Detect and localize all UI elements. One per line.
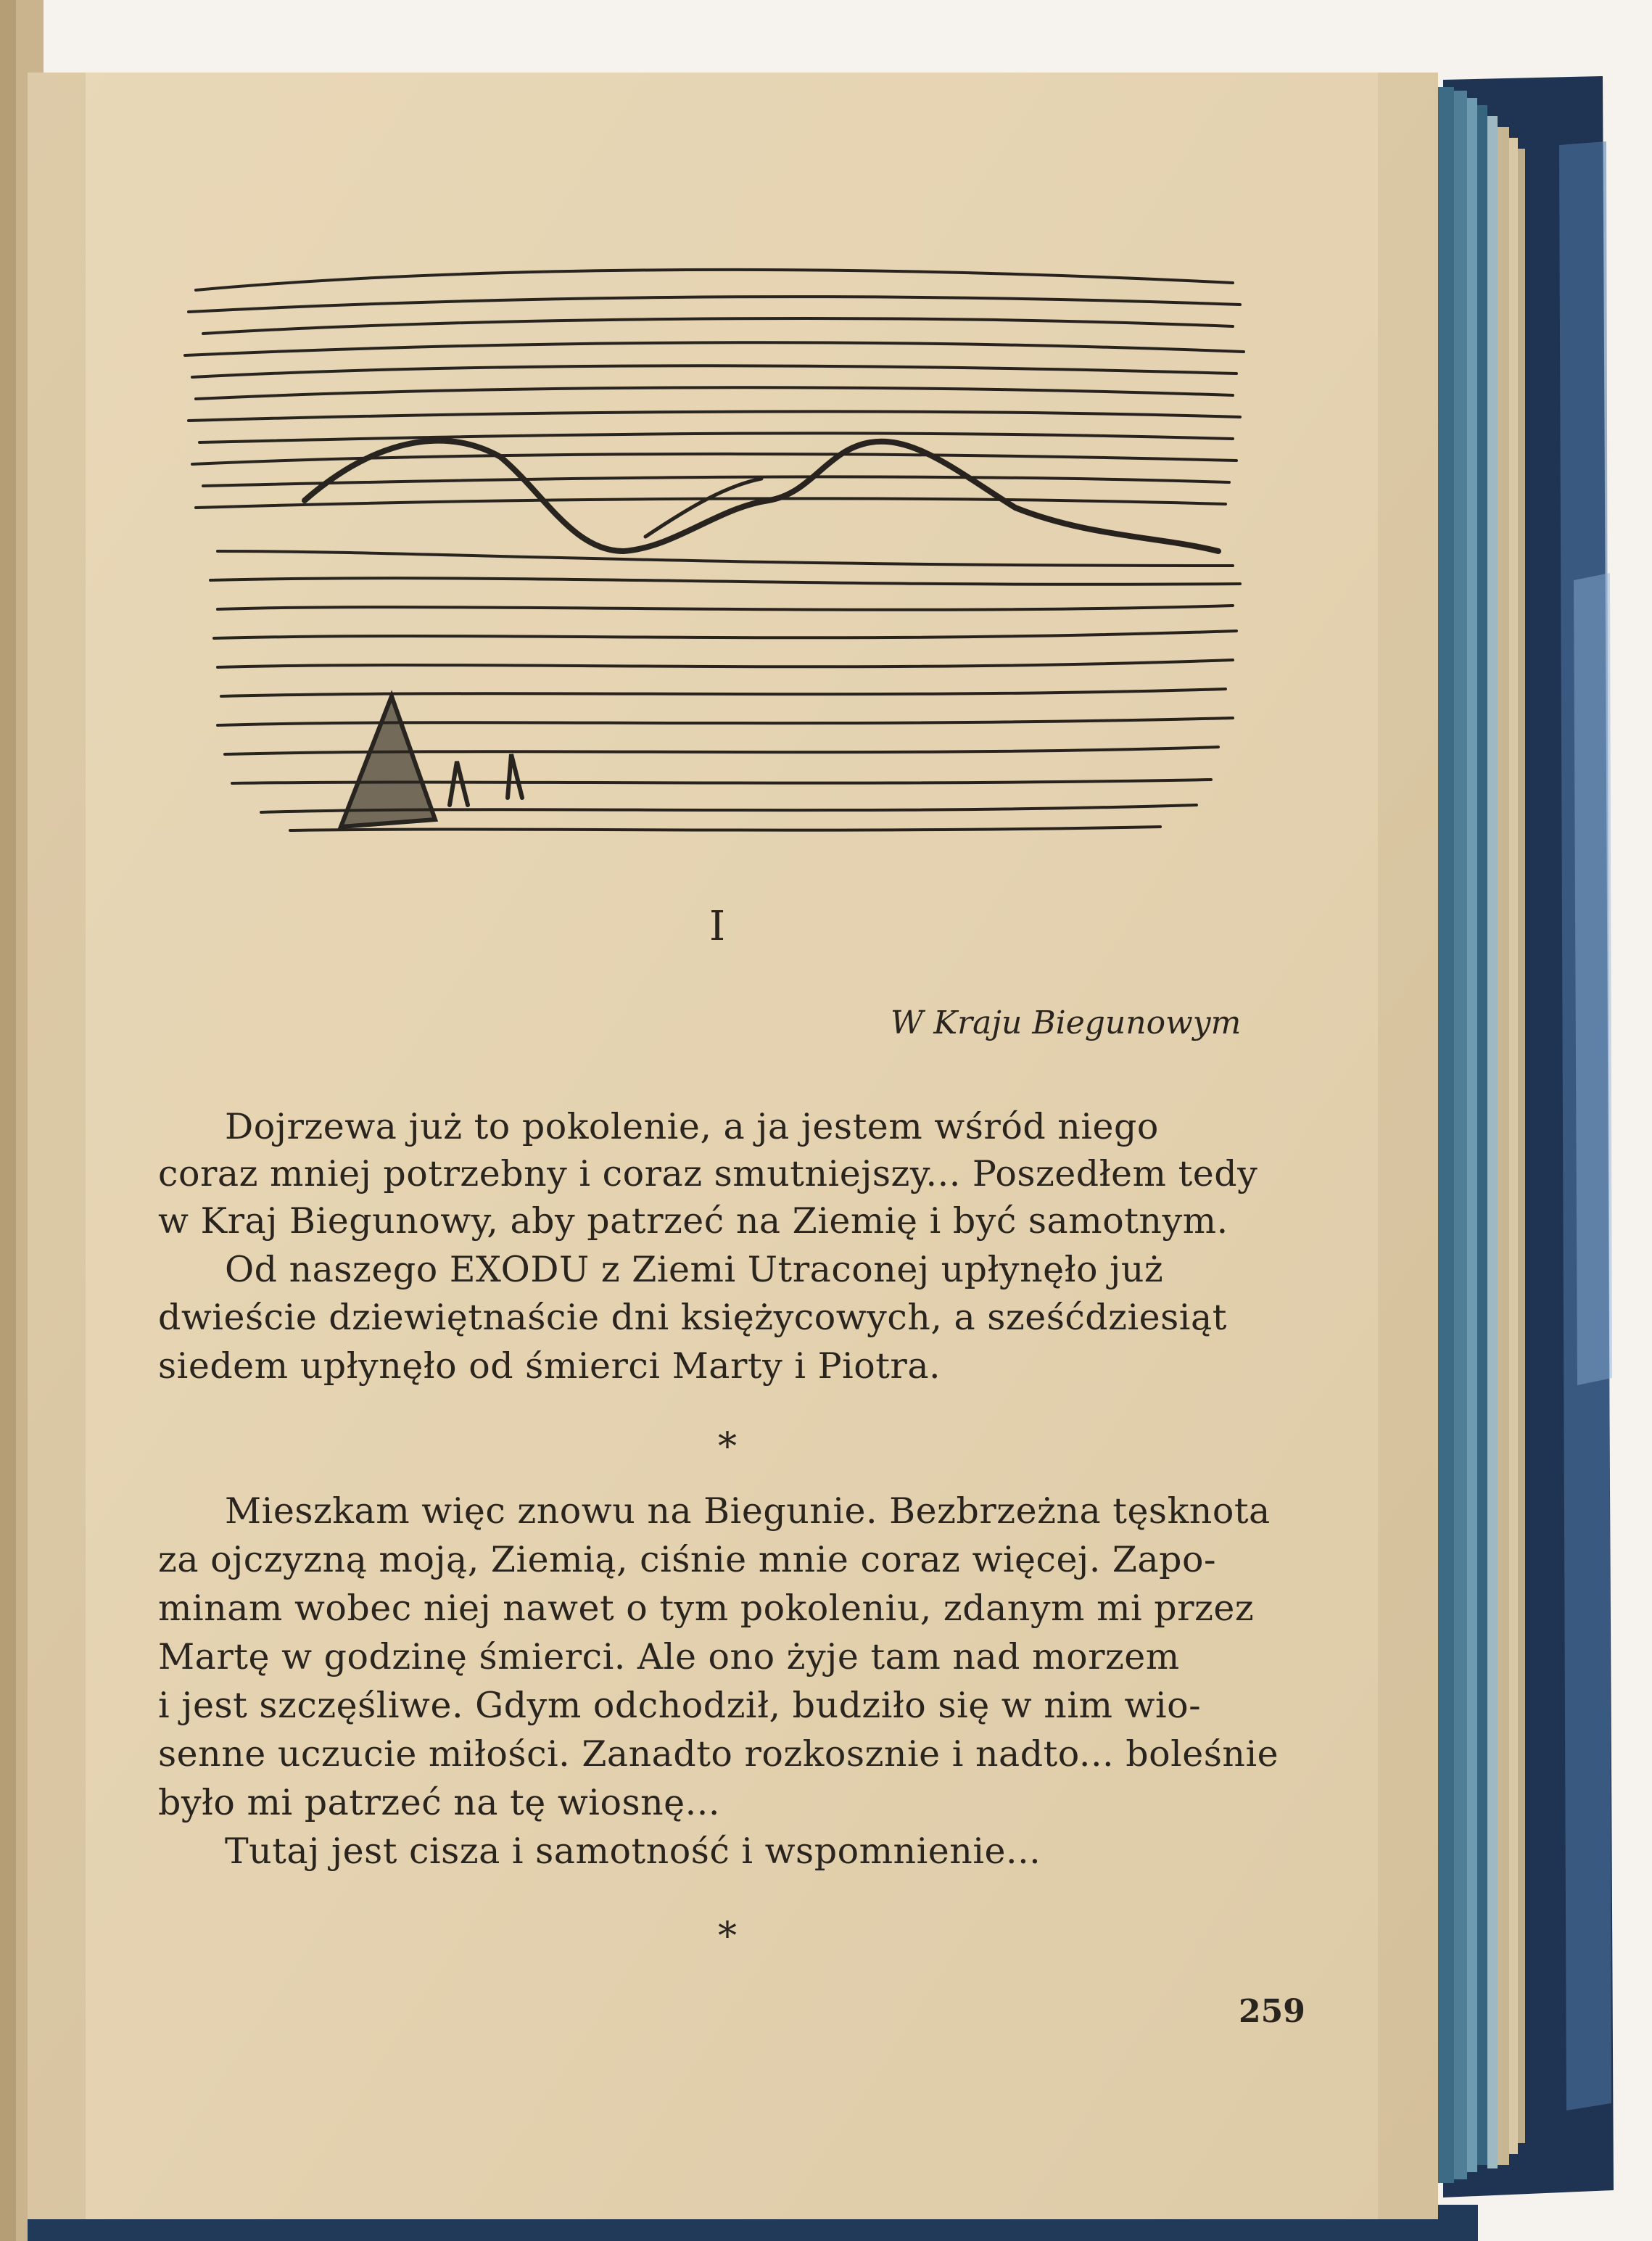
paragraph-line: Tutaj jest cisza i samotność i wspomnienie... bbox=[225, 1831, 1041, 1872]
paragraph-line: za ojczyzną moją, Ziemią, ciśnie mnie coraz więcej. Zapo- bbox=[158, 1539, 1217, 1580]
chapter-title: W Kraju Biegunowym bbox=[891, 1004, 1242, 1041]
paragraph-line: minam wobec niej nawet o tym pokoleniu, zdanym mi przez bbox=[158, 1588, 1255, 1629]
paragraph-line: i jest szczęśliwe. Gdym odchodził, budziło się w nim wio- bbox=[158, 1685, 1202, 1726]
paragraph-line: Dojrzewa już to pokolenie, a ja jestem wśród niego bbox=[225, 1106, 1159, 1147]
paragraph-line: Od naszego EXODU z Ziemi Utraconej upłynęło już bbox=[225, 1249, 1164, 1290]
chapter-number: I bbox=[709, 903, 726, 950]
page-block-edges bbox=[1432, 87, 1525, 2183]
paragraph-line: siedem upłynęło od śmierci Marty i Piotra. bbox=[158, 1345, 941, 1387]
paragraph-line: Martę w godzinę śmierci. Ale ono żyje tam nad morzem bbox=[158, 1636, 1180, 1677]
section-separator: * bbox=[718, 1915, 737, 1958]
paragraph-line: Mieszkam więc znowu na Biegunie. Bezbrzeżna tęsknota bbox=[225, 1490, 1271, 1532]
paragraph-line: dwieście dziewiętnaście dni księżycowych, a sześćdziesiąt bbox=[158, 1297, 1227, 1338]
section-separator: * bbox=[718, 1425, 737, 1469]
paragraph-line: w Kraj Biegunowy, aby patrzeć na Ziemię i być samotnym. bbox=[158, 1200, 1228, 1242]
paragraph-line: senne uczucie miłości. Zanadto rozkosznie i nadto... boleśnie bbox=[158, 1733, 1279, 1775]
paragraph-line: coraz mniej potrzebny i coraz smutniejszy... Poszedłem tedy bbox=[158, 1153, 1258, 1194]
page-number: 259 bbox=[1239, 1993, 1305, 2030]
paragraph-line: było mi patrzeć na tę wiosnę... bbox=[158, 1782, 720, 1823]
